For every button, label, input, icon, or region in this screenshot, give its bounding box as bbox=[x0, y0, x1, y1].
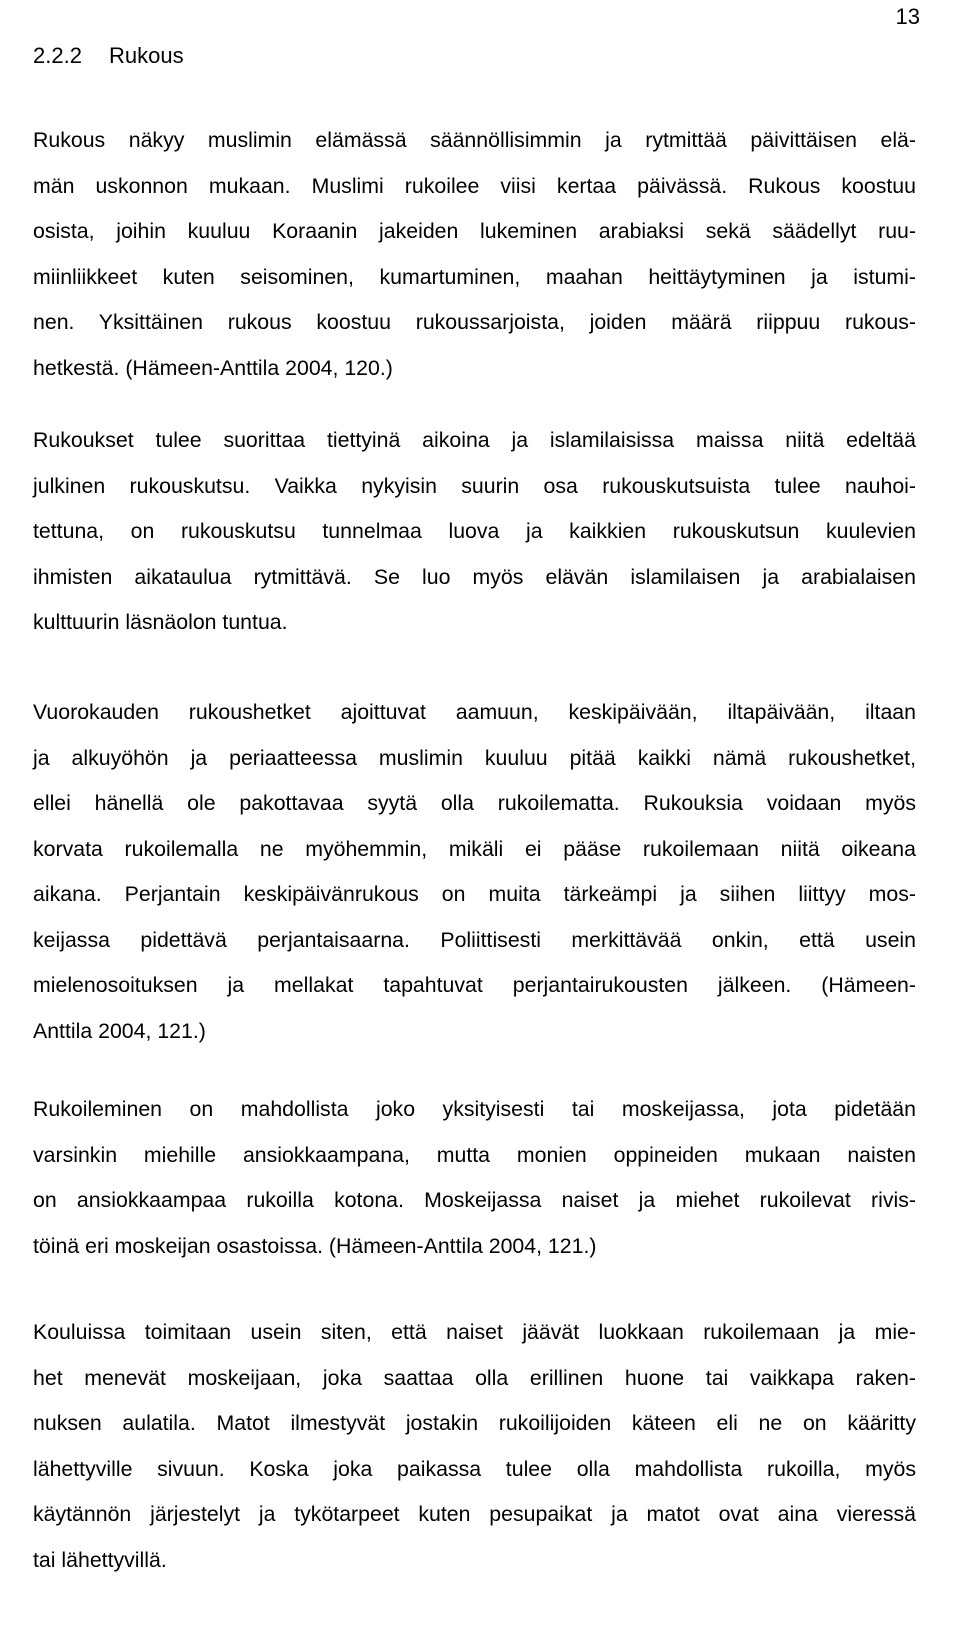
text-line: ihmisten aikataulua rytmittävä. Se luo myös elävän islamilaisen ja arabialaisen bbox=[33, 564, 916, 589]
text-line: tettuna, on rukouskutsu tunnelmaa luova ja kaikkien rukouskutsun kuulevien bbox=[33, 519, 916, 543]
text-line: ja alkuyöhön ja periaatteessa muslimin kuuluu pitää kaikki nämä rukoushetket, bbox=[33, 745, 916, 770]
paragraph-2 bbox=[33, 418, 916, 646]
text-line: kulttuurin läsnäolon tuntua. bbox=[33, 610, 288, 634]
text-line: Vuorokauden rukoushetket ajoittuvat aamuun, keskipäivään, iltapäivään, iltaan bbox=[33, 700, 916, 724]
text-line: töinä eri moskeijan osastoissa. (Hämeen-Anttila 2004, 121.) bbox=[33, 1233, 597, 1258]
text-line: nen. Yksittäinen rukous koostuu rukoussarjoista, joiden määrä riippuu rukous- bbox=[33, 310, 916, 334]
page-number: 13 bbox=[895, 4, 920, 29]
text-line: käytännön järjestelyt ja tykötarpeet kuten pesupaikat ja matot ovat aina vieressä bbox=[33, 1502, 916, 1526]
paragraph-1 bbox=[33, 118, 916, 391]
text-line: varsinkin miehille ansiokkaampana, mutta monien oppineiden mukaan naisten bbox=[33, 1142, 916, 1167]
text-line: Rukoileminen on mahdollista joko yksityisesti tai moskeijassa, jota pidetään bbox=[33, 1097, 916, 1121]
text-line: julkinen rukouskutsu. Vaikka nykyisin suurin osa rukouskutsuista tulee nauhoi- bbox=[33, 473, 916, 498]
text-line: osista, joihin kuuluu Koraanin jakeiden lukeminen arabiaksi sekä säädellyt ruu- bbox=[33, 219, 916, 243]
text-line: lähettyville sivuun. Koska joka paikassa tulee olla mahdollista rukoilla, myös bbox=[33, 1456, 916, 1481]
text-line: aikana. Perjantain keskipäivänrukous on muita tärkeämpi ja siihen liittyy mos- bbox=[33, 882, 916, 906]
text-line: miinliikkeet kuten seisominen, kumartuminen, maahan heittäytyminen ja istumi- bbox=[33, 264, 916, 289]
paragraph-4 bbox=[33, 1087, 916, 1269]
text-line: ellei hänellä ole pakottavaa syytä olla rukoilematta. Rukouksia voidaan myös bbox=[33, 791, 916, 815]
text-line: män uskonnon mukaan. Muslimi rukoilee viisi kertaa päivässä. Rukous koostuu bbox=[33, 173, 916, 198]
paragraph-3 bbox=[33, 690, 916, 1054]
text-line: keijassa pidettävä perjantaisaarna. Poliittisesti merkittävää onkin, että usein bbox=[33, 927, 916, 952]
section-title: Rukous bbox=[109, 43, 184, 68]
text-line: Kouluissa toimitaan usein siten, että naiset jäävät luokkaan rukoilemaan ja mie- bbox=[33, 1320, 916, 1344]
text-line: het menevät moskeijaan, joka saattaa olla erillinen huone tai vaikkapa raken- bbox=[33, 1365, 916, 1390]
text-line: tai lähettyvillä. bbox=[33, 1547, 167, 1572]
text-line: Anttila 2004, 121.) bbox=[33, 1018, 206, 1043]
text-line: Rukoukset tulee suorittaa tiettyinä aikoina ja islamilaisissa maissa niitä edeltää bbox=[33, 428, 916, 452]
text-line: korvata rukoilemalla ne myöhemmin, mikäli ei pääse rukoilemaan niitä oikeana bbox=[33, 836, 916, 861]
text-line: on ansiokkaampaa rukoilla kotona. Moskeijassa naiset ja miehet rukoilevat rivis- bbox=[33, 1188, 916, 1212]
text-line: nuksen aulatila. Matot ilmestyvät jostakin rukoilijoiden käteen eli ne on kääritty bbox=[33, 1411, 916, 1435]
text-line: hetkestä. (Hämeen-Anttila 2004, 120.) bbox=[33, 355, 393, 380]
section-heading bbox=[33, 43, 184, 69]
section-number: 2.2.2 bbox=[33, 43, 82, 68]
text-line: mielenosoituksen ja mellakat tapahtuvat perjantairukousten jälkeen. (Hämeen- bbox=[33, 973, 916, 997]
text-line: Rukous näkyy muslimin elämässä säännöllisimmin ja rytmittää päivittäisen elä- bbox=[33, 128, 916, 152]
paragraph-5 bbox=[33, 1310, 916, 1583]
